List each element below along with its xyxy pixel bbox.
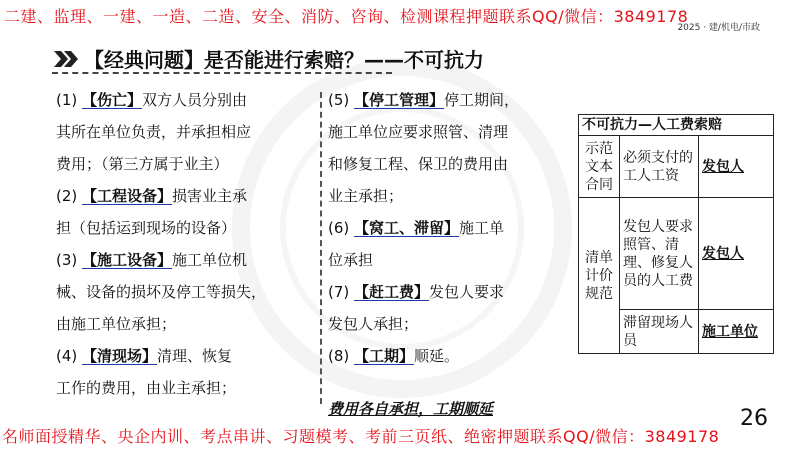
title-divider — [52, 72, 392, 74]
left-line-2: 其所在单位负责，并承担相应 — [56, 123, 252, 141]
title-row — [54, 44, 484, 73]
page-number: 26 — [740, 406, 768, 431]
table-cell-category: 清单计价规范 — [579, 198, 620, 354]
left-line-9: (4) 【清现场】清理、恢复 — [56, 347, 233, 365]
mid-line-5: (6) 【窝工、滞留】施工单 — [328, 219, 505, 237]
header-subtitle: 2025 · 建/机电/市政 — [677, 23, 760, 33]
labor-claim-table — [578, 114, 774, 354]
mid-line-2: 施工单位应要求照管、清理 — [328, 123, 509, 141]
bottom-banner: 名师面授精华、央企内训、考点串讲、习题模考、考前三页纸、绝密押题联系QQ/微信：3849178 — [2, 427, 720, 446]
keyword-schedule: 【工期】 — [354, 347, 415, 365]
left-line-1: (1) 【伤亡】双方人员分别由 — [56, 91, 248, 109]
left-line-4: (2) 【工程设备】损害业主承 — [56, 187, 248, 205]
left-line-6: (3) 【施工设备】施工单位机 — [56, 251, 248, 269]
mid-line-7: (7) 【赶工费】发包人要求 — [328, 283, 505, 301]
table-cell-desc: 必须支付的工人工资 — [620, 136, 699, 198]
mid-line-1: (5) 【停工管理】停工期间， — [328, 91, 520, 109]
left-column — [56, 84, 316, 404]
table-cell-party: 发包人 — [699, 198, 774, 310]
table-cell-party: 施工单位 — [699, 310, 774, 354]
table-header: 不可抗力—人工费索赔 — [579, 115, 774, 136]
left-line-3: 费用；（第三方属于业主） — [56, 155, 229, 173]
top-banner: 二建、监理、一建、一造、二造、安全、消防、咨询、检测课程押题联系QQ/微信：3849178 — [4, 7, 689, 26]
column-divider — [320, 92, 322, 404]
keyword-rush-fee: 【赶工费】 — [354, 283, 430, 301]
table-cell-desc: 发包人要求照管、清理、修复人员的人工费 — [620, 198, 699, 310]
table-cell-category: 示范文本合同 — [579, 136, 620, 198]
left-line-10: 工作的费用，由业主承担； — [56, 379, 237, 397]
slide-title: 【经典问题】是否能进行索赔？——不可抗力 — [84, 48, 484, 72]
keyword-idle: 【窝工、滞留】 — [354, 219, 460, 237]
table-cell-desc: 滞留现场人员 — [620, 310, 699, 354]
mid-line-6: 位承担 — [328, 251, 374, 269]
table-cell-party: 发包人 — [699, 136, 774, 198]
keyword-casualty: 【伤亡】 — [82, 91, 143, 109]
keyword-equipment: 【工程设备】 — [82, 187, 173, 205]
double-chevron-icon — [54, 49, 80, 69]
summary-text: 费用各自承担，工期顺延 — [328, 400, 494, 418]
left-line-8: 由施工单位承担； — [56, 315, 177, 333]
mid-line-4: 业主承担； — [328, 187, 404, 205]
mid-line-8: 发包人承担； — [328, 315, 419, 333]
mid-line-9: (8) 【工期】顺延。 — [328, 347, 460, 365]
left-line-5: 担（包括运到现场的设备） — [56, 219, 237, 237]
keyword-stop-work: 【停工管理】 — [354, 91, 445, 109]
keyword-site-clearing: 【清现场】 — [82, 347, 158, 365]
keyword-construction-equipment: 【施工设备】 — [82, 251, 173, 269]
left-line-7: 械、设备的损坏及停工等损失， — [56, 283, 267, 301]
mid-line-3: 和修复工程、保卫的费用由 — [328, 155, 509, 173]
middle-column — [328, 84, 568, 372]
